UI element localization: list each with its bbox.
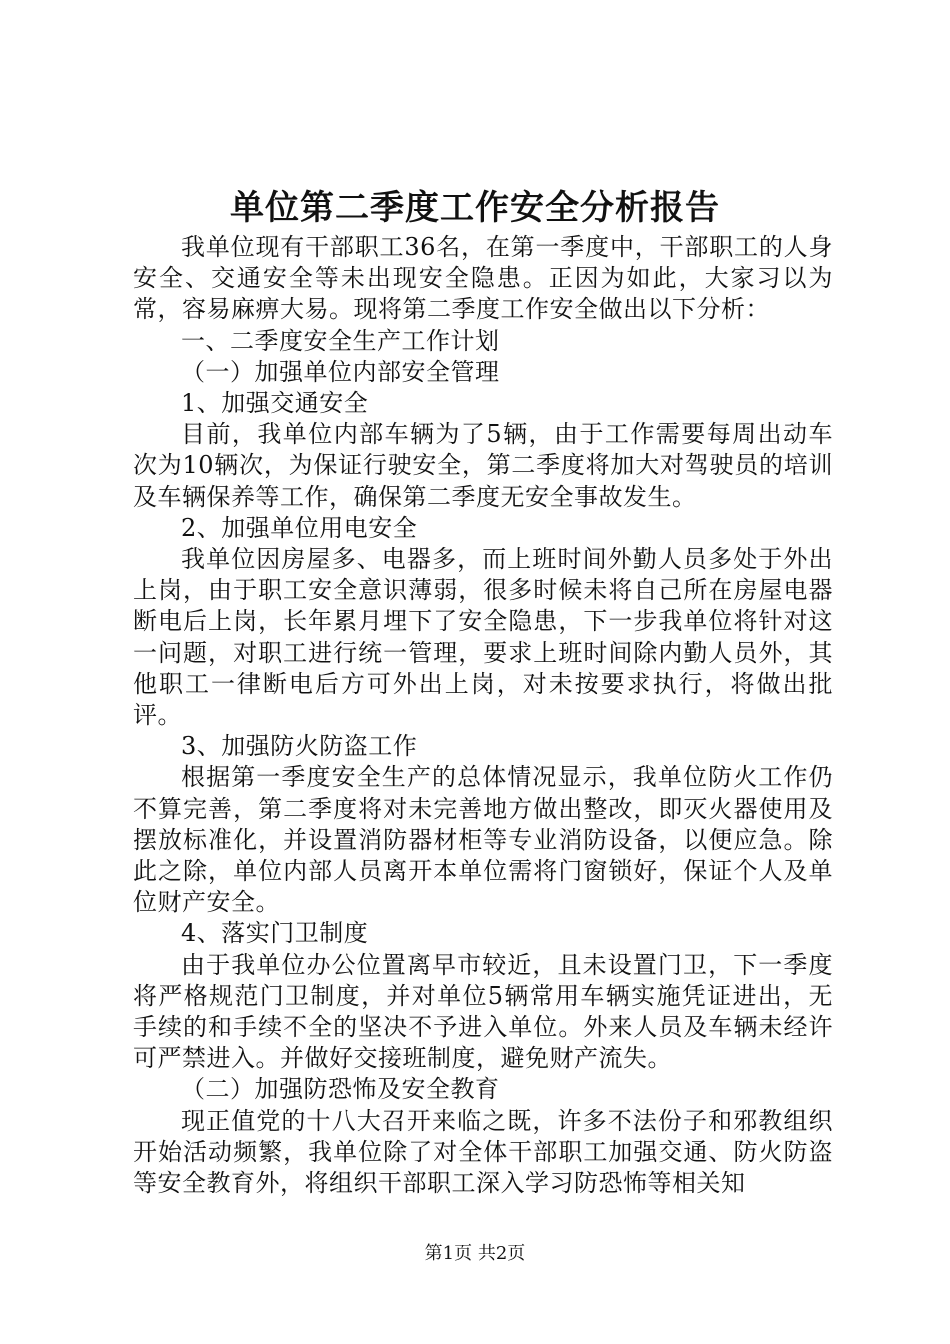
item-heading-fire-theft: 3、加强防火防盗工作 xyxy=(181,732,418,761)
item-heading-traffic: 1、加强交通安全 xyxy=(181,389,369,418)
document-title: 单位第二季度工作安全分析报告 xyxy=(230,188,720,228)
item-heading-guard: 4、落实门卫制度 xyxy=(181,919,369,948)
paragraph-traffic: 目前，我单位内部车辆为了5辆，由于工作需要每周出动车次为10辆次，为保证行驶安全，第二季度将加大对驾驶员的培训及车辆保养等工作，确保第二季度无安全事故发生。 xyxy=(133,420,833,511)
paragraph-electricity: 我单位因房屋多、电器多，而上班时间外勤人员多处于外出上岗，由于职工安全意识薄弱，很多时候未将自己所在房屋电器断电后上岗，长年累月埋下了安全隐患，下一步我单位将针对这一问题，对职工进行统一管理，要求上班时间除内勤人员外，其他职工一律断电后方可外出上岗，对未按要求执行，将做出批评。 xyxy=(133,545,833,730)
section-heading-1: 一、二季度安全生产工作计划 xyxy=(181,326,500,355)
item-heading-electricity: 2、加强单位用电安全 xyxy=(181,513,418,542)
subsection-heading-1: （一）加强单位内部安全管理 xyxy=(181,357,500,386)
paragraph-fire-theft: 根据第一季度安全生产的总体情况显示，我单位防火工作仍不算完善，第二季度将对未完善地方做出整改，即灭火器使用及摆放标准化，并设置消防器材柜等专业消防设备，以便应急。除此之除，单位内部人员离开本单位需将门窗锁好，保证个人及单位财产安全。 xyxy=(133,763,833,917)
paragraph-guard: 由于我单位办公位置离早市较近，且未设置门卫，下一季度将严格规范门卫制度，并对单位5辆常用车辆实施凭证进出，无手续的和手续不全的坚决不予进入单位。外来人员及车辆未经许可严禁进入。并做好交接班制度，避免财产流失。 xyxy=(133,950,833,1073)
paragraph-anti-terror: 现正值党的十八大召开来临之既，许多不法份子和邪教组织开始活动频繁，我单位除了对全体干部职工加强交通、防火防盗等安全教育外，将组织干部职工深入学习防恐怖等相关知 xyxy=(133,1106,833,1198)
page-footer: 第1页 共2页 xyxy=(424,1243,526,1264)
paragraph-intro: 我单位现有干部职工36名，在第一季度中，干部职工的人身安全、交通安全等未出现安全隐患。正因为如此，大家习以为常，容易麻痹大易。现将第二季度工作安全做出以下分析： xyxy=(133,233,833,324)
subsection-heading-2: （二）加强防恐怖及安全教育 xyxy=(181,1075,500,1104)
document-body xyxy=(133,232,833,1199)
